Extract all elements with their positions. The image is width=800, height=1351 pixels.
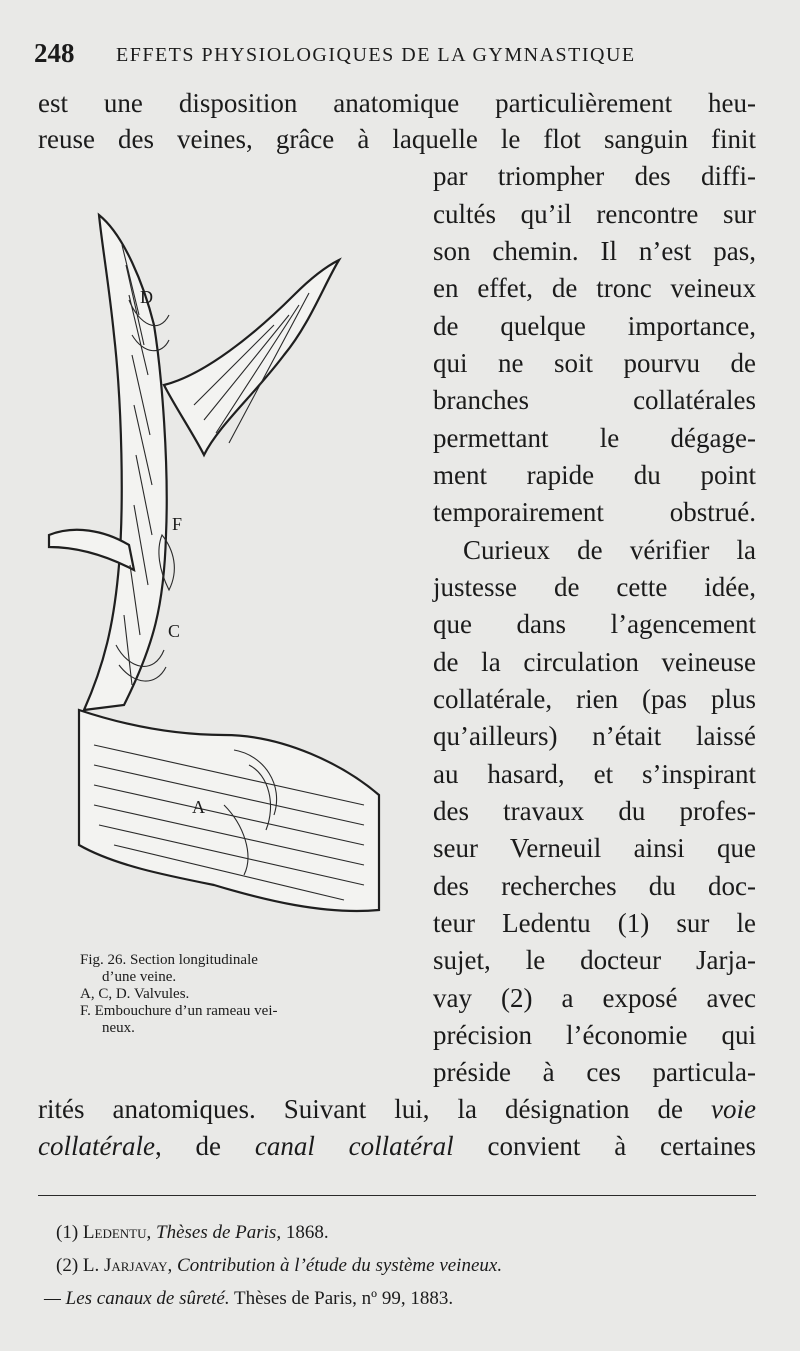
text-line: en effet, de tronc veineux — [433, 273, 756, 303]
caption-line: F. Embouchure d’un rameau vei- — [80, 1003, 278, 1019]
text-line: collatérale, de canal collatéral convient à certaines — [38, 1131, 756, 1161]
figure-label-d: D — [140, 287, 153, 307]
text-line: son chemin. Il n’est pas, — [433, 236, 756, 266]
text-line: par triompher des diffi- — [433, 161, 756, 191]
running-title: EFFETS PHYSIOLOGIQUES DE LA GYMNASTIQUE — [116, 44, 636, 66]
text-line: préside à ces particula- — [433, 1057, 756, 1087]
text-line: qui ne soit pourvu de — [433, 348, 756, 378]
caption-line: d’une veine. — [102, 969, 177, 985]
text-line: branches collatérales — [433, 385, 756, 415]
footnote-1: (1) Ledentu, Thèses de Paris, 1868. — [56, 1222, 329, 1243]
text-line: de quelque importance, — [433, 311, 756, 341]
text-line: de la circulation veineuse — [433, 647, 756, 677]
figure-caption — [80, 952, 380, 1037]
text-line: rités anatomiques. Suivant lui, la désignation de voie — [38, 1094, 756, 1124]
text-line: justesse de cette idée, — [433, 572, 756, 602]
text-line: Curieux de vérifier la — [463, 535, 756, 565]
caption-line: neux. — [102, 1020, 135, 1036]
vein-illustration — [44, 205, 389, 935]
italic-term: collatérale — [38, 1131, 155, 1161]
text-line: au hasard, et s’inspirant — [433, 759, 756, 789]
footnote-2-continued: — Les canaux de sûreté. Thèses de Paris, nº 99, 1883. — [44, 1288, 454, 1309]
figure-label-c: C — [168, 621, 181, 641]
text-line: ment rapide du point — [433, 460, 756, 490]
text-line: teur Ledentu (1) sur le — [433, 908, 756, 938]
italic-term: canal collatéral — [254, 1131, 454, 1161]
caption-line: A, C, D. Valvules. — [80, 986, 190, 1002]
text-line: collatérale, rien (pas plus — [433, 684, 756, 714]
figure-label-a: A — [192, 797, 205, 817]
text-line: des travaux du profes- — [433, 796, 756, 826]
text-line: sujet, le docteur Jarja- — [433, 945, 756, 975]
text-line: permettant le dégage- — [433, 423, 756, 453]
text-line: qu’ailleurs) n’était laissé — [433, 721, 756, 751]
text-line: temporairement obstrué. — [433, 497, 756, 527]
figure-label-f: F — [172, 514, 183, 534]
footnote-2: (2) L. Jarjavay, Contribution à l’étude du système veineux. — [56, 1255, 503, 1276]
caption-line: Fig. 26. Section longitudinale — [80, 952, 258, 968]
text-line: précision l’économie qui — [433, 1020, 756, 1050]
footnote-divider — [38, 1195, 756, 1196]
text-line: est une disposition anatomique particulièrement heu- — [38, 88, 756, 118]
text-line: vay (2) a exposé avec — [433, 983, 756, 1013]
text-line: cultés qu’il rencontre sur — [433, 199, 756, 229]
page-header — [34, 38, 764, 78]
text-line: reuse des veines, grâce à laquelle le flot sanguin finit — [38, 124, 756, 154]
text-line: des recherches du doc- — [433, 871, 756, 901]
italic-term: voie — [711, 1094, 756, 1124]
text-line: seur Verneuil ainsi que — [433, 833, 756, 863]
text-line: que dans l’agencement — [433, 609, 756, 639]
page-number: 248 — [34, 38, 75, 68]
